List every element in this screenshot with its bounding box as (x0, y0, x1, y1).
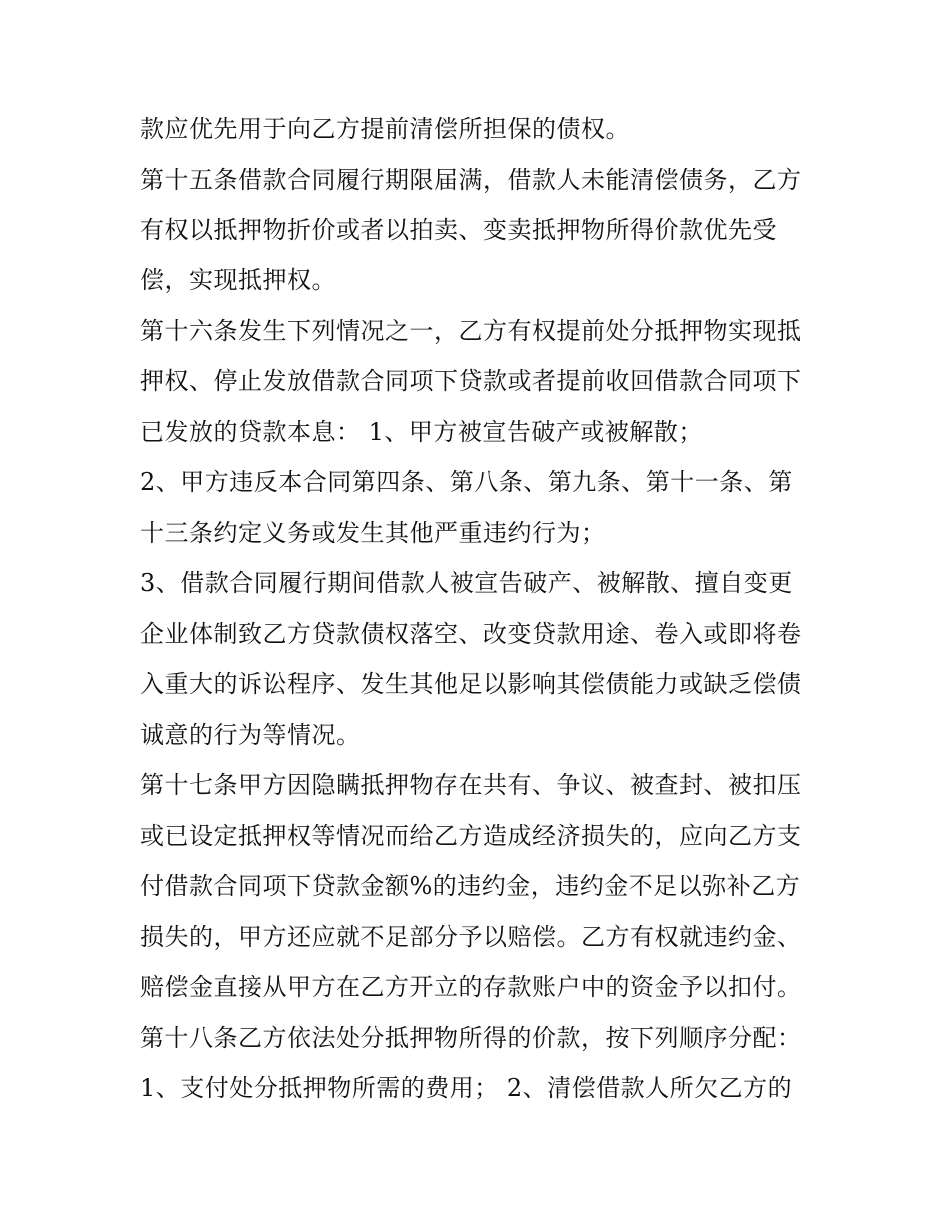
text-line: 十三条约定义务或发生其他严重违约行为； (140, 519, 606, 547)
text-line: 付借款合同项下贷款金额%的违约金，违约金不足以弥补乙方 (140, 872, 801, 900)
text-line: 偿，实现抵押权。 (140, 266, 336, 294)
text-line: 第十五条借款合同履行期限届满，借款人未能清偿债务，乙方 (140, 166, 802, 194)
text-line: 款应优先用于向乙方提前清偿所担保的债权。 (140, 115, 630, 143)
text-line: 第十六条发生下列情况之一，乙方有权提前处分抵押物实现抵 (140, 317, 802, 345)
text-line: 3、借款合同履行期间借款人被宣告破产、被解散、擅自变更 (140, 569, 793, 597)
text-line: 损失的，甲方还应就不足部分予以赔偿。乙方有权就违约金、 (140, 923, 802, 951)
text-line: 诚意的行为等情况。 (140, 721, 361, 749)
text-line: 第十八条乙方依法处分抵押物所得的价款，按下列顺序分配： (140, 1024, 802, 1052)
text-line: 赔偿金直接从甲方在乙方开立的存款账户中的资金予以扣付。 (140, 973, 802, 1001)
text-line: 入重大的诉讼程序、发生其他足以影响其偿债能力或缺乏偿债 (140, 670, 802, 698)
text-line: 1、支付处分抵押物所需的费用； 2、清偿借款人所欠乙方的 (140, 1074, 793, 1102)
text-line: 第十七条甲方因隐瞒抵押物存在共有、争议、被查封、被扣压 (140, 771, 802, 799)
text-line: 或已设定抵押权等情况而给乙方造成经济损失的，应向乙方支 (140, 822, 802, 850)
text-line: 押权、停止发放借款合同项下贷款或者提前收回借款合同项下 (140, 367, 802, 395)
text-line: 已发放的贷款本息： 1、甲方被宣告破产或被解散； (140, 418, 703, 446)
text-line: 有权以抵押物折价或者以拍卖、变卖抵押物所得价款优先受 (140, 216, 777, 244)
text-line: 2、甲方违反本合同第四条、第八条、第九条、第十一条、第 (140, 468, 793, 496)
text-line: 企业体制致乙方贷款债权落空、改变贷款用途、卷入或即将卷 (140, 620, 802, 648)
